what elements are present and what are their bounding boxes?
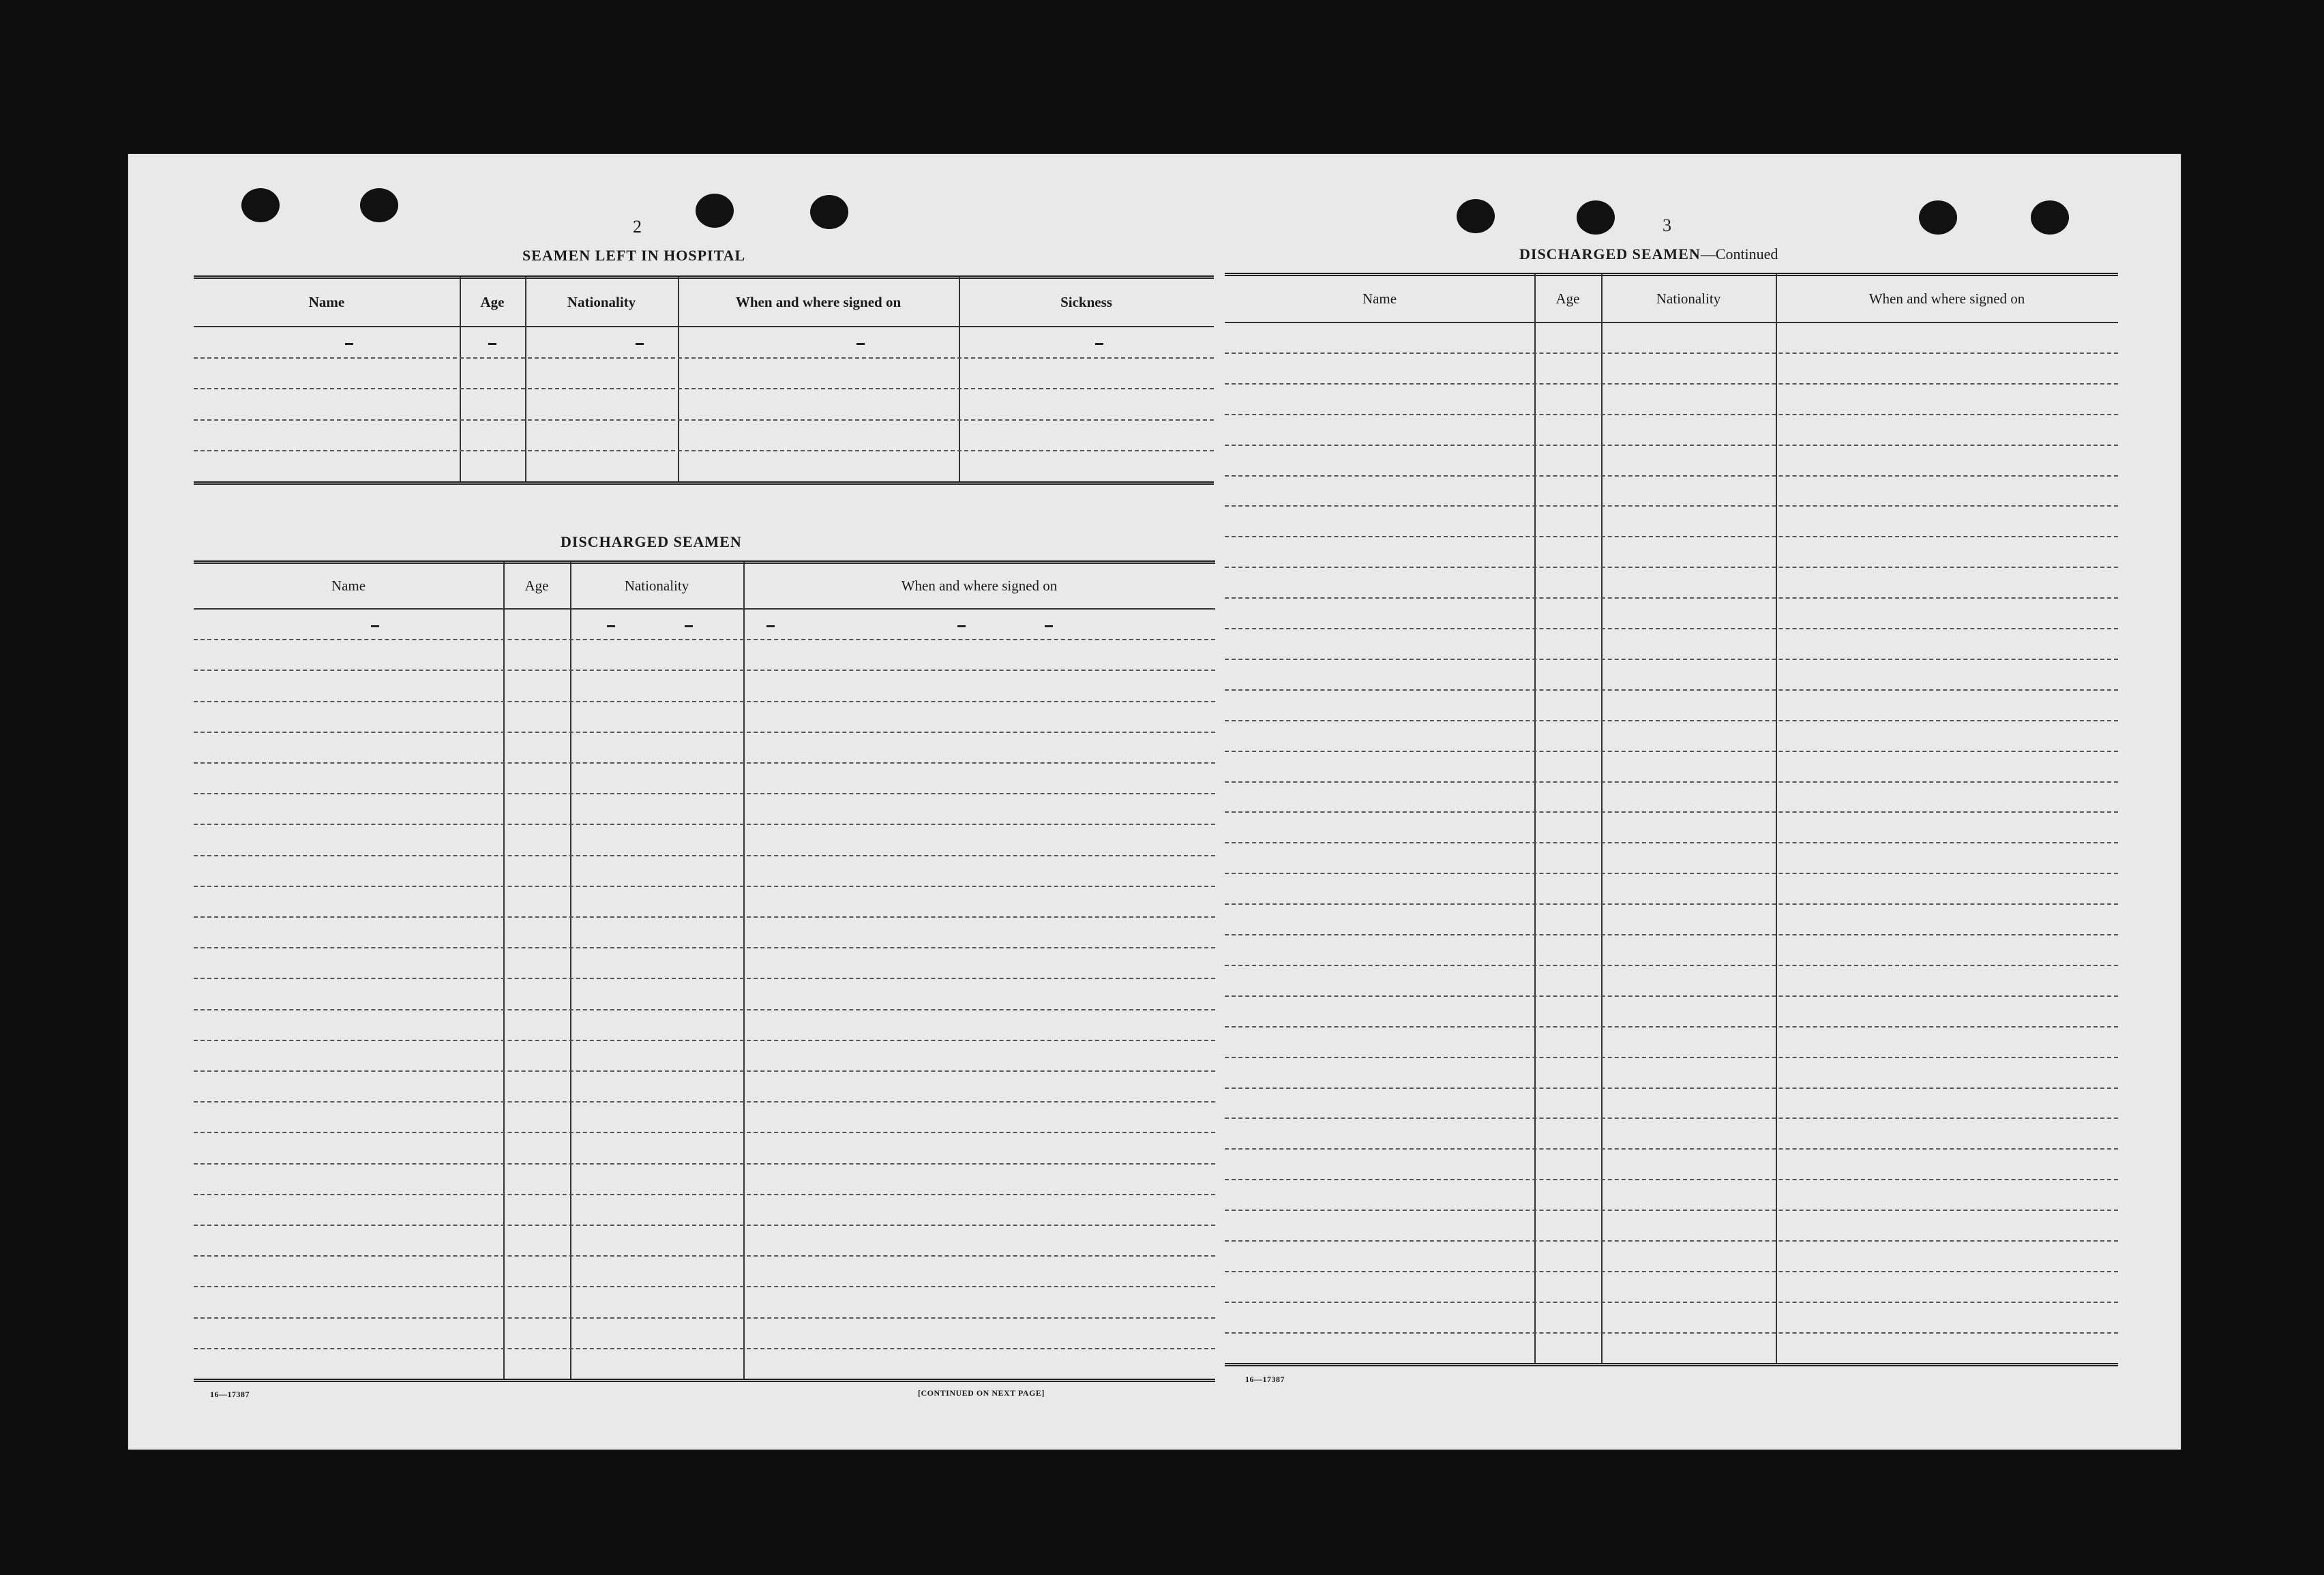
row-line [194, 855, 1215, 856]
row-line [194, 1070, 1215, 1072]
row-line [1225, 1148, 2118, 1150]
row-line [1225, 352, 2118, 354]
row-line [1225, 1088, 2118, 1089]
column-header: When and where signed on [1868, 290, 2025, 307]
continued-section-title [1519, 245, 1778, 263]
page-number-left: 2 [633, 217, 642, 237]
column-divider [1601, 274, 1603, 1363]
continued-note: [CONTINUED ON NEXT PAGE] [918, 1388, 1045, 1398]
row-line [194, 1132, 1215, 1133]
column-header: Age [480, 294, 505, 310]
column-header: Nationality [1656, 290, 1721, 307]
row-line [1225, 1302, 2118, 1303]
row-line [194, 793, 1215, 794]
row-line [1225, 903, 2118, 905]
row-line [1225, 720, 2118, 721]
discharged-section-title: DISCHARGED SEAMEN [561, 533, 742, 550]
ditto-mark [957, 625, 966, 627]
punch-hole [2031, 200, 2069, 235]
ledger-sheet [128, 154, 2181, 1450]
row-line [194, 357, 1214, 359]
row-line [1225, 1118, 2118, 1119]
row-line [1225, 567, 2118, 568]
row-line [1225, 995, 2118, 997]
column-header: Name [1362, 290, 1397, 307]
column-header: Sickness [1060, 294, 1112, 310]
row-line [1225, 1057, 2118, 1058]
column-header: Age [1555, 290, 1580, 307]
row-line [194, 1040, 1215, 1041]
row-line [1225, 689, 2118, 691]
table-top-rule [194, 275, 1214, 279]
header-bottom-rule [194, 608, 1215, 610]
row-line [1225, 934, 2118, 935]
header-bottom-rule [194, 326, 1214, 327]
row-line [194, 886, 1215, 887]
table-bottom-rule [194, 481, 1214, 485]
continued-title-main: DISCHARGED SEAMEN [1519, 245, 1701, 262]
ditto-mark [1045, 625, 1053, 627]
row-line [194, 762, 1215, 764]
row-line [1225, 965, 2118, 966]
row-line [1225, 1026, 2118, 1028]
table-bottom-rule [194, 1379, 1215, 1382]
row-line [1225, 1210, 2118, 1211]
punch-hole [696, 194, 734, 228]
table-top-rule [1225, 273, 2118, 276]
ditto-mark [607, 625, 615, 627]
row-line [1225, 628, 2118, 629]
row-line [194, 1225, 1215, 1226]
row-line [1225, 751, 2118, 752]
row-line [1225, 475, 2118, 477]
row-line [194, 916, 1215, 918]
header-bottom-rule [1225, 322, 2118, 323]
punch-hole [1919, 200, 1957, 235]
row-line [1225, 781, 2118, 783]
row-line [1225, 597, 2118, 599]
row-line [194, 1348, 1215, 1349]
column-header: When and where signed on [735, 294, 902, 310]
punch-hole [1457, 199, 1495, 233]
row-line [194, 732, 1215, 733]
row-line [1225, 445, 2118, 446]
table-top-rule [194, 560, 1215, 564]
ditto-mark [856, 343, 865, 345]
column-header: Nationality [624, 578, 689, 594]
row-line [1225, 1179, 2118, 1180]
column-header: Name [331, 578, 366, 594]
column-divider [1776, 274, 1777, 1363]
punch-hole [810, 195, 848, 229]
form-code-right: 16—17387 [1245, 1375, 1285, 1384]
page-number-right: 3 [1663, 215, 1671, 235]
row-line [1225, 842, 2118, 843]
ditto-mark [488, 343, 496, 345]
row-line [194, 450, 1214, 451]
row-line [1225, 1240, 2118, 1242]
row-line [194, 1101, 1215, 1102]
row-line [194, 1194, 1215, 1195]
row-line [1225, 536, 2118, 537]
row-line [1225, 659, 2118, 660]
punch-hole [241, 188, 280, 222]
row-line [194, 1317, 1215, 1319]
row-line [194, 947, 1215, 948]
row-line [1225, 383, 2118, 385]
row-line [194, 1009, 1215, 1010]
row-line [194, 1255, 1215, 1257]
row-line [194, 978, 1215, 979]
column-header: Name [308, 294, 345, 310]
row-line [194, 1163, 1215, 1165]
punch-hole [360, 188, 398, 222]
table-bottom-rule [1225, 1363, 2118, 1366]
row-line [1225, 873, 2118, 874]
ditto-mark [1095, 343, 1103, 345]
row-line [1225, 1271, 2118, 1272]
row-line [194, 419, 1214, 421]
row-line [1225, 1332, 2118, 1334]
punch-hole [1577, 200, 1615, 235]
continued-title-suffix: —Continued [1700, 245, 1778, 262]
column-divider [1534, 274, 1536, 1363]
row-line [194, 701, 1215, 702]
column-header: When and where signed on [901, 578, 1058, 594]
row-line [1225, 811, 2118, 813]
row-line [1225, 505, 2118, 507]
hospital-section-title: SEAMEN LEFT IN HOSPITAL [522, 247, 746, 264]
row-line [194, 639, 1215, 640]
ditto-mark [371, 625, 379, 627]
ditto-mark [685, 625, 693, 627]
ditto-mark [766, 625, 775, 627]
row-line [1225, 414, 2118, 415]
column-header: Nationality [567, 294, 636, 310]
ditto-mark [345, 343, 353, 345]
column-header: Age [524, 578, 549, 594]
row-line [194, 388, 1214, 389]
ditto-mark [636, 343, 644, 345]
row-line [194, 824, 1215, 825]
row-line [194, 1286, 1215, 1287]
form-code-left: 16—17387 [210, 1390, 250, 1399]
row-line [194, 670, 1215, 671]
